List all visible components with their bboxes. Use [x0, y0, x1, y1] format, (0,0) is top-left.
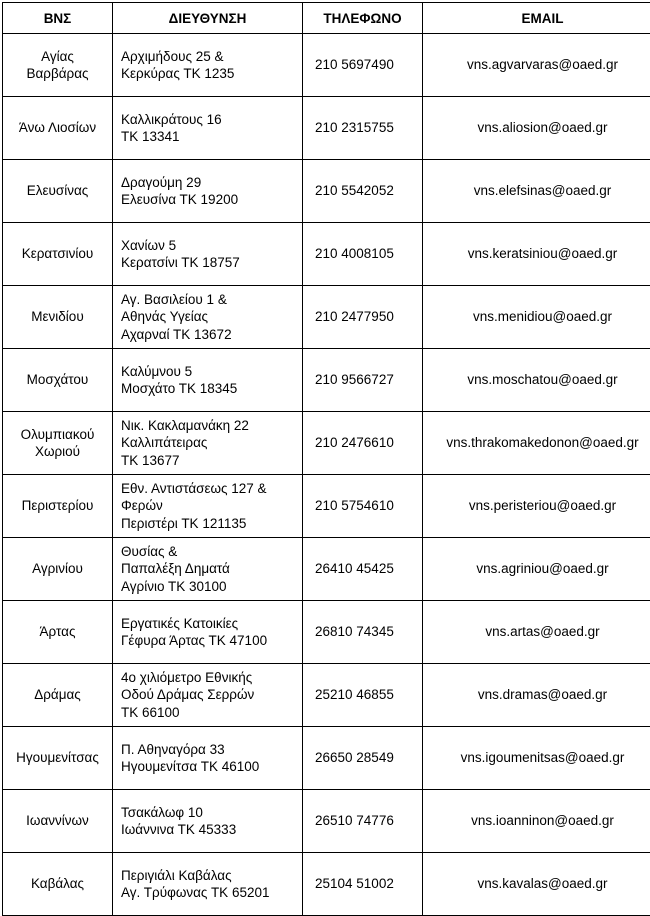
office-area-text: Καβάλας: [31, 876, 84, 891]
office-address-text: Δραγούμη 29 Ελευσίνα ΤΚ 19200: [121, 175, 238, 208]
office-address-text: Εθν. Αντιστάσεως 127 & Φερών Περιστέρι ΤΚ 121135: [121, 481, 267, 531]
office-phone-cell: [303, 664, 423, 727]
table-row: [3, 97, 650, 160]
header-row: [3, 3, 650, 34]
office-address-text: Π. Αθηναγόρα 33 Ηγουμενίτσα ΤΚ 46100: [121, 742, 259, 775]
office-address-cell: [113, 601, 303, 664]
office-area-cell: [3, 412, 113, 475]
office-area-text: Άρτας: [40, 624, 76, 639]
office-email-cell: [423, 727, 650, 790]
header-area: ΒΝΣ: [3, 3, 113, 34]
header-email: EMAIL: [423, 3, 650, 34]
office-area-cell: [3, 601, 113, 664]
office-area-text: Μενιδίου: [31, 309, 83, 324]
office-area-text: Κερατσινίου: [22, 246, 94, 261]
office-address-text: Αρχιμήδους 25 & Κερκύρας ΤΚ 1235: [121, 49, 234, 82]
office-email-text: vns.kavalas@oaed.gr: [477, 876, 607, 891]
office-address-text: 4ο χιλιόμετρο Εθνικής Οδού Δράμας Σερρών ΤΚ 66100: [121, 670, 254, 720]
office-phone-cell: [303, 853, 423, 916]
table-row: [3, 727, 650, 790]
office-area-cell: [3, 790, 113, 853]
office-email-text: vns.peristeriou@oaed.gr: [469, 498, 616, 513]
office-address-cell: [113, 790, 303, 853]
office-address-text: Χανίων 5 Κερατσίνι ΤΚ 18757: [121, 238, 240, 271]
office-address-text: Καλλικράτους 16 ΤΚ 13341: [121, 112, 222, 145]
office-phone-cell: [303, 727, 423, 790]
office-email-text: vns.aliosion@oaed.gr: [477, 120, 607, 135]
office-phone-cell: [303, 349, 423, 412]
office-email-cell: [423, 223, 650, 286]
office-address-cell: [113, 727, 303, 790]
office-phone-cell: [303, 286, 423, 349]
office-email-text: vns.agriniou@oaed.gr: [476, 561, 608, 576]
office-address-cell: [113, 286, 303, 349]
office-email-cell: [423, 34, 650, 97]
office-phone-text: 25104 51002: [315, 876, 394, 891]
office-phone-text: 210 9566727: [315, 372, 394, 387]
office-email-text: vns.elefsinas@oaed.gr: [474, 183, 612, 198]
office-email-text: vns.moschatou@oaed.gr: [467, 372, 617, 387]
office-phone-text: 25210 46855: [315, 687, 394, 702]
office-area-cell: [3, 223, 113, 286]
table-body: [3, 34, 650, 916]
office-email-text: vns.dramas@oaed.gr: [478, 687, 607, 702]
office-address-text: Νικ. Κακλαμανάκη 22 Καλλιπάτειρας ΤΚ 13677: [121, 418, 249, 468]
office-area-cell: [3, 97, 113, 160]
office-area-text: Άνω Λιοσίων: [19, 120, 96, 135]
office-area-cell: [3, 286, 113, 349]
office-phone-text: 210 4008105: [315, 246, 394, 261]
office-address-text: Καλύμνου 5 Μοσχάτο ΤΚ 18345: [121, 364, 237, 397]
office-address-cell: [113, 97, 303, 160]
table-row: [3, 286, 650, 349]
offices-table: [2, 2, 650, 916]
table-row: [3, 160, 650, 223]
office-area-text: Ιωαννίνων: [26, 813, 89, 828]
table-row: [3, 223, 650, 286]
table-row: [3, 664, 650, 727]
office-phone-cell: [303, 601, 423, 664]
table-row: [3, 790, 650, 853]
office-email-cell: [423, 853, 650, 916]
office-phone-cell: [303, 790, 423, 853]
office-area-text: Περιστερίου: [22, 498, 94, 513]
office-area-text: Ελευσίνας: [27, 183, 89, 198]
office-address-cell: [113, 475, 303, 538]
office-email-text: vns.agvarvaras@oaed.gr: [467, 57, 618, 72]
office-phone-cell: [303, 97, 423, 160]
table-row: [3, 601, 650, 664]
office-address-cell: [113, 349, 303, 412]
office-email-cell: [423, 475, 650, 538]
office-email-text: vns.menidiou@oaed.gr: [473, 309, 612, 324]
office-area-cell: [3, 727, 113, 790]
office-email-text: vns.thrakomakedonon@oaed.gr: [446, 435, 638, 450]
office-phone-cell: [303, 475, 423, 538]
table-row: [3, 349, 650, 412]
office-email-cell: [423, 286, 650, 349]
office-address-cell: [113, 34, 303, 97]
office-address-text: Περιγιάλι Καβάλας Αγ. Τρύφωνας ΤΚ 65201: [121, 868, 269, 901]
office-email-cell: [423, 601, 650, 664]
office-address-cell: [113, 160, 303, 223]
office-address-text: Αγ. Βασιλείου 1 & Αθηνάς Υγείας Αχαρναί ΤΚ 13672: [121, 292, 232, 342]
office-phone-text: 210 2476610: [315, 435, 394, 450]
office-area-text: Ηγουμενίτσας: [16, 750, 99, 765]
office-phone-text: 26650 28549: [315, 750, 394, 765]
office-phone-cell: [303, 412, 423, 475]
office-address-cell: [113, 853, 303, 916]
office-area-cell: [3, 475, 113, 538]
office-area-text: Μοσχάτου: [27, 372, 89, 387]
office-phone-text: 26810 74345: [315, 624, 394, 639]
office-area-text: Ολυμπιακού Χωριού: [21, 427, 95, 460]
office-address-text: Τσακάλωφ 10 Ιωάννινα ΤΚ 45333: [121, 805, 236, 838]
office-phone-text: 210 5754610: [315, 498, 394, 513]
header-address: ΔΙΕΥΘΥΝΣΗ: [113, 3, 303, 34]
office-email-cell: [423, 412, 650, 475]
office-area-cell: [3, 538, 113, 601]
office-area-text: Αγρινίου: [32, 561, 83, 576]
office-area-cell: [3, 853, 113, 916]
office-email-text: vns.keratsiniou@oaed.gr: [468, 246, 618, 261]
office-address-text: Εργατικές Κατοικίες Γέφυρα Άρτας ΤΚ 47100: [121, 616, 267, 649]
office-area-text: Αγίας Βαρβάρας: [26, 49, 88, 82]
office-phone-text: 26510 74776: [315, 813, 394, 828]
office-email-cell: [423, 538, 650, 601]
office-email-cell: [423, 349, 650, 412]
office-phone-text: 210 5697490: [315, 57, 394, 72]
office-phone-text: 26410 45425: [315, 561, 394, 576]
office-email-text: vns.artas@oaed.gr: [485, 624, 599, 639]
office-area-cell: [3, 664, 113, 727]
office-phone-cell: [303, 223, 423, 286]
table-row: [3, 475, 650, 538]
office-phone-text: 210 5542052: [315, 183, 394, 198]
office-email-text: vns.igoumenitsas@oaed.gr: [461, 750, 625, 765]
office-phone-text: 210 2477950: [315, 309, 394, 324]
office-email-cell: [423, 160, 650, 223]
office-phone-cell: [303, 160, 423, 223]
office-phone-cell: [303, 34, 423, 97]
office-area-cell: [3, 160, 113, 223]
header-phone: ΤΗΛΕΦΩΝΟ: [303, 3, 423, 34]
office-phone-text: 210 2315755: [315, 120, 394, 135]
office-area-text: Δράμας: [34, 687, 81, 702]
office-email-cell: [423, 664, 650, 727]
office-address-cell: [113, 538, 303, 601]
office-address-cell: [113, 223, 303, 286]
table-row: [3, 538, 650, 601]
office-area-cell: [3, 349, 113, 412]
office-phone-cell: [303, 538, 423, 601]
office-address-cell: [113, 664, 303, 727]
table-row: [3, 412, 650, 475]
office-email-cell: [423, 790, 650, 853]
office-address-text: Θυσίας & Παπαλέξη Δηματά Αγρίνιο ΤΚ 30100: [121, 544, 230, 594]
table-row: [3, 853, 650, 916]
office-area-cell: [3, 34, 113, 97]
table-row: [3, 34, 650, 97]
office-address-cell: [113, 412, 303, 475]
office-email-text: vns.ioanninon@oaed.gr: [471, 813, 614, 828]
office-email-cell: [423, 97, 650, 160]
